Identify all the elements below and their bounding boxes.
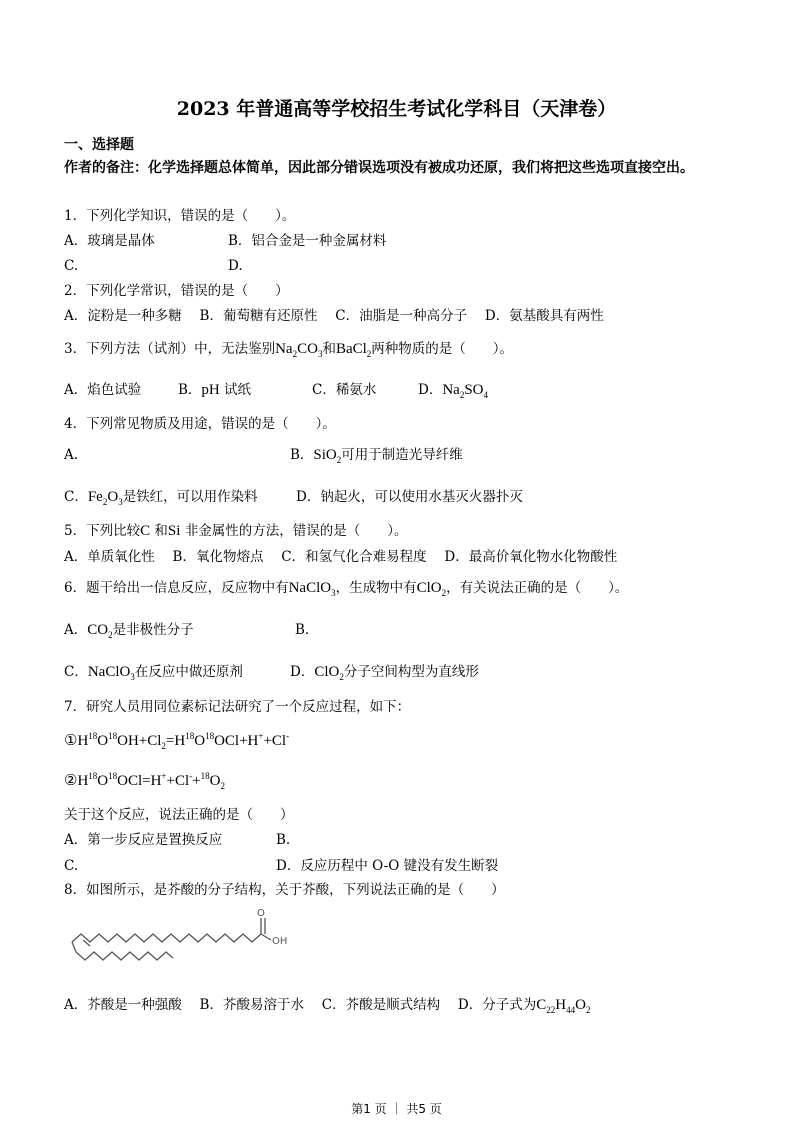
q3-stem-co: CO [297, 341, 318, 357]
q7-r1-sup-18a: 18 [88, 731, 98, 741]
q7-option-d: D．反应历程中 O-O 键没有发生断裂 [276, 858, 499, 874]
q1-option-c: C. [64, 258, 79, 274]
q6-option-a-label: A． [64, 622, 88, 638]
q7-r1-sup-minus: - [286, 731, 290, 741]
q7-option-b: B. [276, 832, 291, 848]
q6-stem-text-b: ，生成物中有 [335, 580, 417, 596]
q6-option-c-naclo: NaClO [87, 664, 131, 680]
q7-option-a: A．第一步反应是置换反应 [64, 832, 223, 848]
q6-option-a [64, 621, 194, 639]
q3-option-d [418, 381, 488, 399]
q3-option-b-text: 试纸 [219, 382, 252, 398]
q6-option-d-text: 分子空间构型为直线形 [343, 664, 479, 680]
q5-stem-si: Si [167, 523, 181, 539]
q6-option-d-sub-2: 2 [339, 672, 344, 682]
q4-stem: 4．下列常见物质及用途，错误的是（ ）。 [64, 416, 336, 432]
q6-option-c-sub-3: 3 [130, 672, 135, 682]
q6-option-a-co: CO [87, 622, 109, 638]
q3-option-c: C．稀氨水 [312, 382, 377, 398]
q3-option-d-sub-2: 2 [459, 390, 465, 400]
q8-stem: 8．如图所示，是芥酸的分子结构，关于芥酸，下列说法正确的是（ ） [64, 882, 505, 898]
formula-sio2 [313, 447, 341, 463]
q7-r2-sub-2: 2 [220, 781, 225, 791]
q3-stem-he: 和 [322, 341, 336, 357]
q8-option-b: B．芥酸易溶于水 [199, 997, 304, 1013]
q8-option-d-c: C [536, 997, 547, 1013]
q7-r2-plus: + [192, 773, 201, 789]
q6-stem-clo: ClO [416, 580, 442, 596]
q6-option-b: B. [295, 622, 310, 638]
q4-option-b-sub-2: 2 [336, 455, 342, 465]
q2-stem: 2．下列化学常识，错误的是（ ） [64, 283, 289, 299]
q6-option-d [290, 663, 479, 681]
formula-na2so4 [442, 382, 488, 398]
q5-stem-text-b: 非金属性的方法，错误的是（ ）。 [180, 523, 408, 539]
q6-option-a-sub-2: 2 [108, 630, 113, 640]
q3-option-b-label: B． [178, 382, 202, 398]
q4-option-b-text: 可用于制造光导纤维 [341, 447, 463, 463]
q7-r2-cl: +Cl [166, 773, 190, 789]
q7-r1-sup-18b: 18 [108, 731, 118, 741]
q6-stem-text-c: ，有关说法正确的是（ ）。 [446, 580, 629, 596]
q2-option-c: C．油脂是一种高分子 [335, 308, 468, 324]
q7-r2-sup-minus: - [189, 771, 193, 781]
page-footer: 第1 页 ｜ 共5 页 [351, 1102, 442, 1116]
q8-option-c: C．芥酸是顺式结构 [321, 997, 441, 1013]
q6-option-d-clo: ClO [314, 664, 340, 680]
q4-option-b [290, 446, 463, 464]
q3-stem-bacl: BaCl [335, 341, 367, 357]
page-title: 2023 年普通高等学校招生考试化学科目（天津卷） [176, 98, 617, 120]
q7-r2-sup-18b: 18 [108, 771, 118, 781]
q8-option-d-o: O [575, 997, 586, 1013]
q3-stem-sub-3: 3 [317, 349, 323, 359]
q7-r1-eq: =H [165, 733, 186, 749]
q1-option-a: A．玻璃是晶体 [64, 233, 155, 249]
q2-option-d: D．氨基酸具有两性 [484, 308, 604, 324]
q7-r1-cl: +Cl [263, 733, 287, 749]
q3-option-d-na: Na [442, 382, 460, 398]
q3-option-d-so: SO [464, 382, 484, 398]
q3-stem-na: Na [275, 341, 293, 357]
q6-stem [64, 579, 628, 597]
q5-option-d: D．最高价氧化物水化物酸性 [444, 549, 618, 565]
q3-stem [64, 340, 513, 358]
q8-options [64, 996, 590, 1014]
q7-r2-sup-plus: + [161, 771, 167, 781]
q8-option-d-sub-2: 2 [585, 1005, 591, 1015]
q7-r1-sup-18d: 18 [205, 731, 215, 741]
q8-option-d [458, 997, 591, 1013]
q4-option-d: D．钠起火，可以使用水基灭火器扑灭 [296, 489, 523, 505]
q7-stem: 7．研究人员用同位素标记法研究了一个反应过程，如下： [64, 699, 411, 715]
q6-stem-naclo: NaClO [288, 580, 332, 596]
q2-options [64, 307, 604, 325]
q7-r1-mid: OH+Cl [117, 733, 162, 749]
q3-stem-sub-2b: 2 [366, 349, 372, 359]
q3-stem-text-a: 3．下列方法（试剂）中，无法鉴别 [64, 341, 276, 357]
q3-option-d-label: D． [418, 382, 443, 398]
q7-reaction-1 [64, 732, 289, 750]
formula-naclo3-c [88, 664, 135, 680]
author-note: 作者的备注：化学选择题总体简单，因此部分错误选项没有被成功还原，我们将把这些选项直接空出。 [64, 160, 694, 176]
q7-r1-o1: O [97, 733, 109, 749]
structure-bonds [72, 918, 271, 960]
q3-option-b-ph: pH [201, 382, 220, 398]
q5-options [64, 548, 617, 566]
formula-bacl2 [336, 341, 371, 357]
q4-option-a: A. [64, 447, 79, 463]
q7-r1-tail: OCl+H [214, 733, 259, 749]
q7-option-c: C. [64, 858, 79, 874]
q5-stem-c: C [140, 523, 151, 539]
q4-option-c-fe: Fe [87, 489, 103, 505]
q4-option-b-label: B． [290, 447, 314, 463]
q7-ask: 关于这个反应，说法正确的是（ ） [64, 807, 294, 823]
q6-stem-sub-3: 3 [331, 588, 336, 598]
q7-reaction-2 [64, 772, 225, 790]
q2-option-a: A．淀粉是一种多糖 [64, 308, 182, 324]
q4-option-c-sub-3: 3 [118, 497, 123, 507]
q5-stem-text-a: 5．下列比较 [64, 523, 141, 539]
q1-option-b: B．铝合金是一种金属材料 [228, 233, 387, 249]
q7-r1-h: ①H [64, 733, 89, 749]
q7-r2-o1: O [97, 773, 109, 789]
q5-option-a: A．单质氧化性 [64, 549, 155, 565]
formula-fe2o3 [88, 489, 123, 505]
q6-option-c-label: C． [64, 664, 88, 680]
q6-stem-text-a: 6．题干给出一信息反应，反应物中有 [64, 580, 289, 596]
q7-r2-h: ②H [64, 773, 89, 789]
structure-oh-label: OH [272, 936, 288, 947]
q8-option-a: A．芥酸是一种强酸 [64, 997, 182, 1013]
q4-option-c-text: 是铁红，可以用作染料 [122, 489, 258, 505]
formula-clo2-d [314, 664, 344, 680]
section-heading: 一、选择题 [64, 137, 134, 153]
q4-option-c-label: C． [64, 489, 88, 505]
formula-na2co3 [275, 341, 322, 357]
q3-stem-text-b: 两种物质的是（ ）。 [371, 341, 514, 357]
q4-option-c-sub-2: 2 [102, 497, 108, 507]
q5-stem-he: 和 [150, 523, 168, 539]
q7-r2-sup-18a: 18 [88, 771, 98, 781]
q7-r1-sub-2: 2 [161, 741, 166, 751]
q7-r2-mid: OCl=H [117, 773, 162, 789]
q8-option-d-sub-44: 44 [566, 1005, 576, 1015]
q3-option-d-sub-4: 4 [483, 390, 489, 400]
q6-option-c-text: 在反应中做还原剂 [134, 664, 243, 680]
q3-stem-sub-2: 2 [292, 349, 298, 359]
structure-o-label: O [257, 908, 265, 919]
q5-option-c: C．和氢气化合难易程度 [281, 549, 427, 565]
q8-option-d-h: H [555, 997, 567, 1013]
q6-option-c [64, 663, 243, 681]
q7-r1-sup-plus: + [258, 731, 264, 741]
q6-option-d-label: D． [290, 664, 315, 680]
formula-clo2 [417, 580, 447, 596]
q1-stem: 1．下列化学知识，错误的是（ ）。 [64, 208, 296, 224]
formula-naclo3 [289, 580, 336, 596]
formula-c22h44o2 [536, 997, 590, 1013]
q6-option-a-text: 是非极性分子 [112, 622, 194, 638]
q4-option-b-sio: SiO [313, 447, 337, 463]
q5-stem [64, 522, 407, 540]
formula-co2 [87, 622, 112, 638]
q3-option-b [178, 381, 251, 399]
q3-option-a: A．焰色试验 [64, 382, 142, 398]
erucic-acid-structure [68, 906, 308, 968]
q4-option-c-o: O [107, 489, 119, 505]
q5-option-b: B．氧化物熔点 [172, 549, 264, 565]
q1-option-d: D. [228, 258, 243, 274]
q6-stem-sub-2: 2 [441, 588, 447, 598]
q7-r2-o2: O [209, 773, 221, 789]
q8-option-d-sub-22: 22 [546, 1005, 556, 1015]
q7-r1-sup-18c: 18 [185, 731, 195, 741]
q8-option-d-label: D．分子式为 [457, 997, 537, 1013]
q2-option-b: B．葡萄糖有还原性 [199, 308, 318, 324]
q7-r1-o2: O [194, 733, 206, 749]
q7-r2-sup-18c: 18 [200, 771, 210, 781]
q4-option-c [64, 488, 258, 506]
